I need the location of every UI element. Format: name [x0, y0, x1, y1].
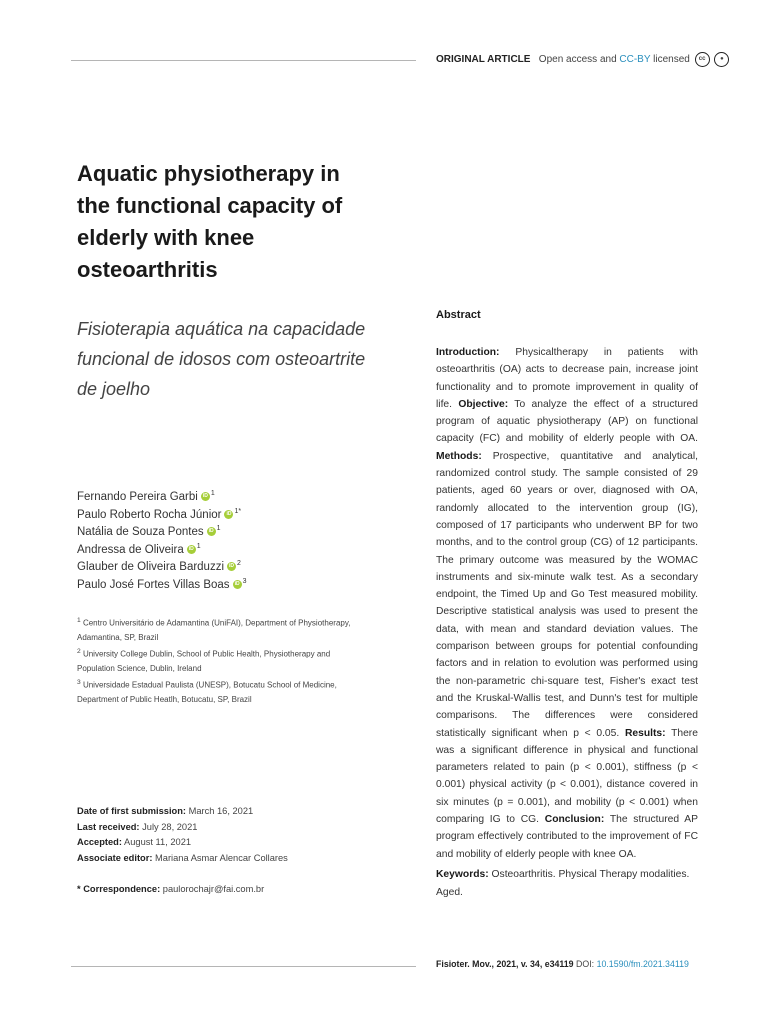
- header-rule: [71, 60, 416, 61]
- citation-footer: [436, 959, 689, 969]
- affiliation-marker: 1: [196, 542, 201, 550]
- doi-link[interactable]: 10.1590/fm.2021.34119: [596, 959, 689, 969]
- author-name[interactable]: Natália de Souza Pontes: [77, 525, 204, 538]
- affiliation-entry: [77, 645, 367, 676]
- keywords: [436, 866, 698, 902]
- author-entry: [77, 573, 377, 591]
- affiliation-marker: 2: [237, 560, 241, 567]
- conclusion-text: The structured AP program effectively contributed to the improvement of FC and mobility of elderly people with knee OA.: [436, 814, 698, 860]
- author-entry: [77, 520, 377, 538]
- affiliation-number: 1: [77, 617, 81, 624]
- affiliation-number: 3: [77, 679, 81, 687]
- introduction-label: Introduction:: [436, 347, 500, 358]
- author-list: [77, 485, 377, 590]
- affiliation-text: Centro Universitário de Adamantina (UniFAI), Department of Physiotherapy, Adamantina, SP, Brazil: [77, 618, 351, 642]
- methods-label: Methods:: [436, 450, 482, 462]
- orcid-icon[interactable]: iD: [229, 563, 235, 570]
- abstract-body: [436, 344, 698, 863]
- affiliation-entry: [77, 676, 367, 707]
- accepted-date: Accepted: August 11, 2021: [77, 837, 192, 847]
- article-title: Aquatic physiotherapy in the functional capacity of elderly with knee osteoarthritis: [77, 161, 343, 282]
- attribution-person-icon: ●: [714, 52, 729, 67]
- publication-dates: [77, 804, 377, 866]
- submission-date: Date of first submission: March 16, 2021: [77, 806, 254, 816]
- author-entry: [77, 503, 377, 521]
- last-received-date: Last received: July 28, 2021: [77, 821, 198, 832]
- creative-commons-icon: cc: [695, 52, 710, 67]
- objective-label: Objective:: [458, 398, 509, 410]
- access-suffix: licensed: [653, 54, 690, 66]
- conclusion-label: Conclusion:: [544, 814, 605, 826]
- author-entry: [77, 538, 377, 556]
- footer-rule: [71, 966, 416, 967]
- keywords-text: Osteoarthritis. Physical Therapy modalities. Aged.: [436, 869, 690, 898]
- article-subtitle-portuguese: Fisioterapia aquática na capacidade funcional de idosos com osteoartrite de joelho: [77, 319, 366, 399]
- doi-label: DOI:: [576, 959, 595, 969]
- author-name[interactable]: Paulo Roberto Rocha Júnior: [77, 508, 222, 521]
- author-name[interactable]: Fernando Pereira Garbi: [77, 490, 198, 503]
- keywords-label: Keywords:: [436, 869, 489, 880]
- affiliation-entry: [77, 614, 367, 645]
- orcid-icon[interactable]: iD: [234, 580, 240, 587]
- correspondence: [77, 884, 264, 894]
- affiliation-text: University College Dublin, School of Public Health, Physiotherapy and Population Science, Dublin, Ireland: [77, 649, 331, 673]
- orcid-icon[interactable]: iD: [226, 510, 232, 517]
- orcid-icon[interactable]: iD: [208, 528, 214, 535]
- orcid-icon[interactable]: iD: [202, 493, 208, 500]
- correspondence-email[interactable]: paulorochajr@fai.com.br: [162, 884, 265, 894]
- affiliation-text: Universidade Estadual Paulista (UNESP), Botucatu School of Medicine, Department of Public Heatlh, Botucatu, SP, Brazil: [77, 680, 337, 704]
- objective-text: To analyze the effect of a structured program of aquatic physiotherapy (AP) on functional capacity (FC) and mobility of elderly people with OA.: [436, 398, 698, 445]
- abstract-heading: Abstract: [436, 309, 481, 321]
- affiliation-marker: 1: [210, 490, 215, 497]
- results-label: Results:: [624, 727, 666, 739]
- author-entry: [77, 555, 377, 573]
- article-type-bar: [436, 52, 729, 67]
- author-name[interactable]: Glauber de Oliveira Barduzzi: [77, 560, 225, 573]
- affiliation-number: 2: [77, 648, 81, 656]
- license-link[interactable]: CC-BY: [619, 54, 651, 66]
- affiliation-marker: 1*: [234, 507, 242, 515]
- associate-editor: Associate editor: Mariana Asmar Alencar Collares: [77, 852, 288, 863]
- journal-citation: Fisioter. Mov., 2021, v. 34, e34119: [436, 959, 574, 969]
- author-name[interactable]: Andressa de Oliveira: [77, 543, 184, 556]
- orcid-icon[interactable]: iD: [188, 545, 194, 552]
- access-prefix: Open access and: [538, 54, 617, 66]
- results-text: There was a significant difference in physical and functional parameters related to pain (p < 0.001), stiffness (p < 0.001) physical activity (p < 0.001), distance covered in six minutes (p = 0.001), and mobility (p < 0.001) when comparing IG to CG.: [436, 727, 698, 826]
- correspondence-label: * Correspondence:: [77, 884, 161, 894]
- author-name[interactable]: Paulo José Fortes Villas Boas: [77, 578, 230, 591]
- introduction-text: Physicaltherapy in patients with osteoarthritis (OA) acts to decrease pain, increase joint functionality and to promote improvement in quality of life.: [436, 347, 698, 410]
- methods-text: Prospective, quantitative and analytical, randomized control study. The sample consisted of 29 patients, aged 60 years or over, diagnosed with OA, randomly allocated to the intervention group (IG), composed of 17 participants who underwent BP for two months, and to the control group (CG) of 12 participants. The primary outcome was measured by the WOMAC instruments and six-minute walk test. As a secondary endpoint, the Timed Up and Go Test measured mobility. Descriptive statistical analysis was used to present the data, with mean and standard deviation values. The comparison between groups for potential confounding factors and in relation to evolution was performed using the non-parametric chi-square test, Fisher's exact test and the Kruskal-Wallis test, and Dunn's test for multiple comparisons. The differences were considered statistically significant when p < 0.05.: [436, 450, 698, 739]
- affiliation-list: [77, 614, 367, 707]
- article-type-label: ORIGINAL ARTICLE: [436, 54, 531, 66]
- affiliation-marker: 1: [216, 525, 221, 532]
- author-entry: [77, 485, 377, 503]
- affiliation-marker: 3: [242, 577, 247, 585]
